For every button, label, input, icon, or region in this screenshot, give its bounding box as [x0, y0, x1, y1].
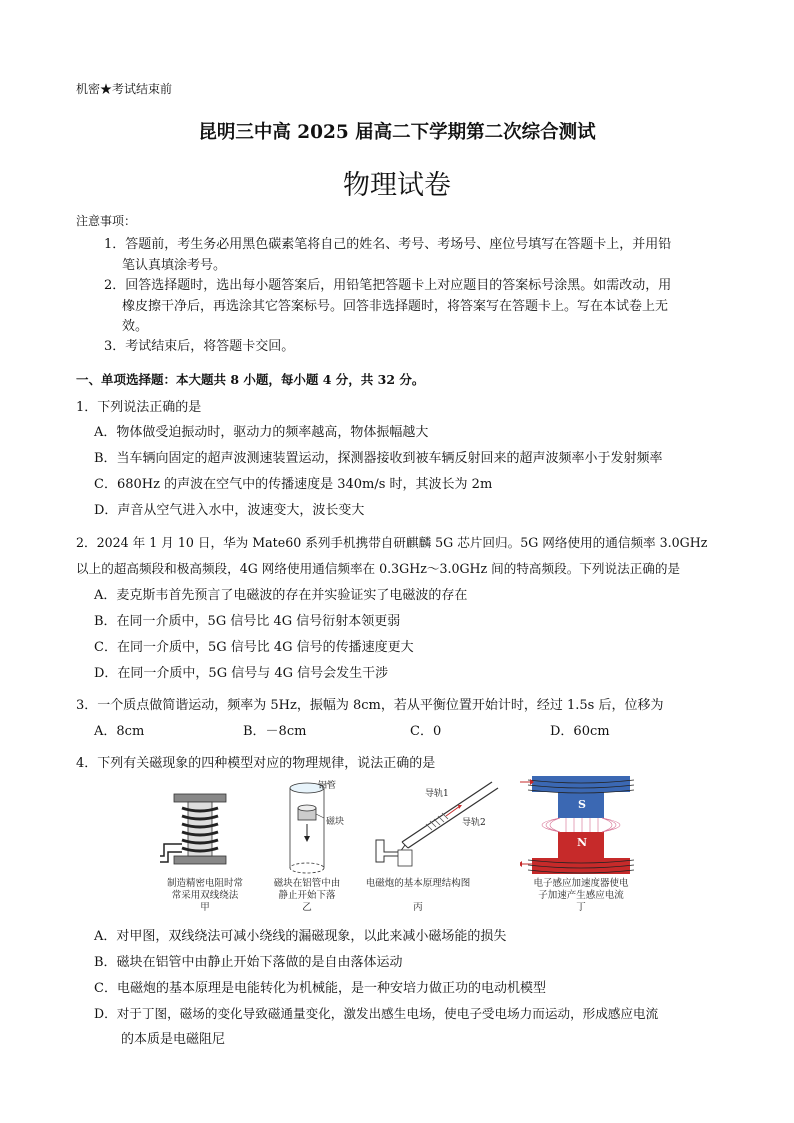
figure-ding-pole-n: N: [577, 836, 588, 849]
q1-stem: 1．下列说法正确的是: [76, 400, 202, 415]
q1-option-c: C．680Hz 的声波在空气中的传播速度是 340m/s 时，其波长为 2m: [94, 477, 493, 492]
notice-item-2-line-2: 橡皮擦干净后，再选涂其它答案标号。回答非选择题时，将答案写在答题卡上。写在本试卷上无: [122, 299, 669, 314]
figure-jia-caption: 制造精密电阻时常 常采用双线绕法 甲: [166, 878, 243, 913]
figure-bing-label-rail2: 导轨2: [462, 818, 486, 828]
figure-ding-betatron: [520, 774, 644, 876]
confidential-mark: 机密★考试结束前: [76, 82, 173, 96]
q4-option-b: B．磁块在铝管中由静止开始下落做的是自由落体运动: [94, 955, 403, 970]
notice-item-1-line-2: 笔认真填涂考号。: [122, 258, 227, 273]
figure-yi-aluminum-tube: [282, 778, 352, 878]
q2-option-b: B．在同一介质中，5G 信号比 4G 信号衍射本领更弱: [94, 614, 401, 629]
q2-option-d: D．在同一介质中，5G 信号与 4G 信号会发生干涉: [94, 666, 389, 681]
q2-stem-line-2: 以上的超高频段和极高频段，4G 网络使用通信频率在 0.3GHz～3.0GHz 间的特高频段。下列说法正确的是: [76, 561, 681, 576]
q3-option-d: D．60cm: [550, 724, 610, 739]
notice-item-1-line-1: 1．答题前，考生务必用黑色碳素笔将自己的姓名、考号、考场号、座位号填写在答题卡上，并用铅: [104, 237, 672, 252]
q3-option-a: A．8cm: [94, 724, 145, 739]
q3-stem: 3．一个质点做简谐运动，频率为 5Hz，振幅为 8cm，若从平衡位置开始计时，经过 1.5s 后，位移为: [76, 698, 664, 713]
figure-jia-coil: [160, 792, 260, 874]
figure-bing-label-rail1: 导轨1: [425, 789, 449, 799]
q4-option-d-line-2: 的本质是电磁阻尼: [121, 1032, 226, 1047]
q3-option-b: B．－8cm: [243, 724, 307, 739]
q4-option-a: A．对甲图，双线绕法可减小绕线的漏磁现象，以此来减小磁场能的损失: [94, 929, 507, 944]
exam-title: 昆明三中高 2025 届高二下学期第二次综合测试: [198, 122, 596, 143]
q3-option-c: C．0: [410, 724, 442, 739]
figure-yi-caption: 磁块在铝管中由 静止开始下落 乙: [273, 878, 341, 913]
subject-title: 物理试卷: [343, 170, 451, 201]
notice-item-2-line-3: 效。: [122, 319, 149, 334]
section-heading-single-choice: 一、单项选择题：本大题共 8 小题，每小题 4 分，共 32 分。: [76, 372, 425, 387]
q4-stem: 4．下列有关磁现象的四种模型对应的物理规律，说法正确的是: [76, 756, 436, 771]
figure-bing-caption: 电磁炮的基本原理结构图 丙: [365, 878, 471, 913]
q1-option-d: D．声音从空气进入水中，波速变大，波长变大: [94, 503, 365, 518]
q4-option-c: C．电磁炮的基本原理是电能转化为机械能，是一种安培力做正功的电动机模型: [94, 981, 546, 996]
q2-option-a: A．麦克斯韦首先预言了电磁波的存在并实验证实了电磁波的存在: [94, 588, 468, 603]
figure-yi-label-magnet: 磁块: [326, 817, 345, 827]
notice-item-2-line-1: 2．回答选择题时，选出每小题答案后，用铅笔把答题卡上对应题目的答案标号涂黑。如需改动，用: [104, 278, 672, 293]
figure-yi-label-tube: 铝管: [318, 781, 337, 791]
q2-stem-line-1: 2．2024 年 1 月 10 日，华为 Mate60 系列手机携带自研麒麟 5G 芯片回归。5G 网络使用的通信频率 3.0GHz: [76, 535, 708, 550]
notice-label: 注意事项：: [76, 214, 137, 228]
figure-ding-pole-s: S: [578, 798, 586, 811]
q4-option-d: D．对于丁图，磁场的变化导致磁通量变化，激发出感生电场，使电子受电场力而运动，形成感应电流: [94, 1006, 659, 1021]
q1-option-b: B．当车辆向固定的超声波测速装置运动，探测器接收到被车辆反射回来的超声波频率小于发射频率: [94, 451, 663, 466]
q2-option-c: C．在同一介质中，5G 信号比 4G 信号的传播速度更大: [94, 640, 414, 655]
q1-option-a: A．物体做受迫振动时，驱动力的频率越高，物体振幅越大: [94, 425, 429, 440]
notice-item-3-line-1: 3．考试结束后，将答题卡交回。: [104, 339, 295, 354]
figure-ding-caption: 电子感应加速度器使电 子加速产生感应电流 丁: [533, 878, 629, 913]
